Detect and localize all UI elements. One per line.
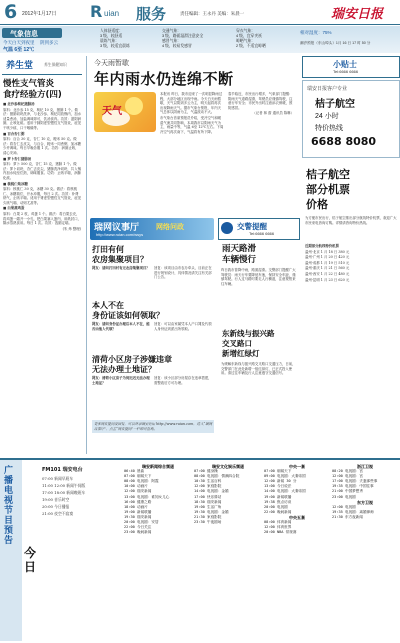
cold-label: 感冒气象： (162, 39, 181, 43)
tv-channel-1 (124, 464, 192, 535)
comfort-label: 人体舒适度： (100, 29, 123, 33)
channel-name: 中央一套 (289, 464, 305, 469)
program-item: 07:00 朝闻天下 (124, 474, 152, 479)
fm-item: 11:00 12:00 新闻午间版 (42, 483, 86, 488)
route-item: 温州-重庆 1 月 21 日 560 元 (305, 266, 350, 271)
notice-phone: Tel:6666 6666 (333, 69, 359, 74)
program-item: 23:30 午夜剧场 (194, 520, 222, 525)
program-item: 16:00 健康之路 (124, 499, 152, 504)
route-list (305, 244, 397, 283)
program-item: 12:00 新闻 30 分 (264, 479, 297, 484)
program-item: 08:00 体育新闻 (264, 520, 292, 525)
program-item: 08:00 电视剧：情满四合院 (194, 474, 240, 479)
health-column (0, 56, 84, 456)
dress-value: 4 级，宜穿夹袄 (236, 34, 262, 38)
tv-section (0, 458, 400, 643)
health-para: 原料：白果 2 枚，鸡蛋 1 个。做法：将白果去壳，将鸡蛋一端开一小孔，把白果塞入蛋内，用纸封口，隔水蒸熟食用。每日 1 次。功效：敛肺定喘。 (3, 212, 81, 226)
health-title: 慢性支气管炎 (3, 79, 55, 89)
main-para: 春节临近，市民出行增多，气象部门提醒：阴雨天气道路湿滑，驾驶员应谨慎驾驶，注意行车安全；市民外出时注意添衣保暖，预防感冒。 (228, 92, 293, 110)
paper-logo: 瑞安日报 (331, 7, 384, 22)
editors: 责任编辑：王永丹 美编：朱晨一 (180, 11, 245, 16)
page-number: 6 (4, 1, 18, 23)
weather-col1 (100, 29, 152, 49)
program-item: 13:00 电视剧：谁知女儿心 (124, 494, 170, 499)
ad-title-1: 桔子航空 (306, 168, 350, 181)
channel-name: 瑞安文化娱乐频道 (212, 464, 244, 469)
health-para: ■ 北沙参枸杞猪肺汤 (3, 102, 35, 106)
program-item: 23:00 电视剧 (332, 494, 356, 499)
traffic-phone: Tel:6666 6666 (249, 231, 275, 236)
airline-hours: 24 小时 (315, 113, 339, 120)
program-item: 19:00 新闻联播 (264, 494, 292, 499)
fm-list (42, 476, 120, 518)
program-item: 12:00 家庭影院 (194, 484, 222, 489)
channel-name: 瑞安新闻综合频道 (142, 464, 174, 469)
tv-side-title: 广播电视节目预告 (4, 466, 14, 546)
health-column-name: 养生堂 (6, 61, 34, 71)
section-r: R (90, 2, 103, 21)
humidity: 相对湿度：75% (300, 30, 332, 35)
qa-a1: 回复：该项目由市农办牵头，目前正在进行规划设计，具体情况请关注有关部门公告。 (154, 266, 212, 280)
issue-date: 2012年1月17日 (22, 11, 57, 17)
main-kicker: 今天雨暂歇 (94, 60, 129, 67)
program-item: 18:30 瑞安新闻 (194, 499, 222, 504)
program-item: 12:00 电视剧 (332, 504, 356, 509)
ad-title-3: 价格 (306, 198, 328, 211)
net-banner-url[interactable]: http://www.ruian.com/wsys (96, 232, 144, 237)
traffic-title-5: 新增红绿灯 (222, 349, 260, 358)
net-banner-tag: 网络问政 (156, 223, 184, 231)
airline-agency: 瑞安日报客户专业 (307, 86, 348, 92)
airline-box (302, 80, 400, 158)
program-item: 17:00 电视剧：夫妻那些事 (332, 479, 378, 484)
airline-hotline[interactable]: 6688 8080 (311, 135, 377, 148)
weather-temp: 气温 6至 12℃ (3, 47, 35, 53)
drying-label: 晾晒气象： (236, 39, 255, 43)
program-item: 18:00 动画片 (124, 504, 148, 509)
program-item: 20:00 电视剧 (264, 504, 288, 509)
traffic-title-4: 交叉路口 (222, 339, 252, 348)
traffic-title-1: 雨天路滑 (222, 244, 257, 254)
airline-name: 桔子航空 (315, 99, 355, 110)
program-item: 13:00 今日说法 (264, 484, 292, 489)
program-item: 22:00 今日关注 (124, 525, 152, 530)
program-item: 21:00 中国梦想秀 (332, 489, 363, 494)
net-banner-title: 瑞网议事厅 (94, 223, 140, 233)
program-item: 08:20 电视剧：宫 (332, 469, 363, 474)
health-para: ■ 核桃仁炖冰糖 (3, 181, 28, 186)
drying-value: 2 级，不适宜晾晒 (236, 44, 266, 48)
traffic-wx-label: 交通气象： (162, 29, 181, 33)
program-item: 19:00 新闻联播 (124, 509, 152, 514)
ad-title-2: 部分机票 (306, 183, 350, 196)
illustration-text: 天气 (102, 106, 122, 117)
program-item: 21:30 家庭影院 (194, 514, 222, 519)
program-item: 23:00 晚间新闻 (124, 530, 152, 535)
qa-title-1: 打田有何 (92, 245, 124, 254)
fm-item: 21:00 夜空不寂寞 (42, 511, 74, 516)
fm-item: 20:00 今日播报 (42, 504, 70, 509)
fm-label: FM101 瑞安电台 (42, 467, 83, 473)
weather-label: 气象信息 (10, 30, 38, 38)
main-title: 年内雨水仍连绵不断 (94, 70, 234, 88)
program-item: 19:35 电视剧：离婚律师 (332, 509, 374, 514)
traffic-body: 昨日我市普降中雨，路面湿滑。交警部门提醒广大驾驶员：雨天行车要降低车速，保持安全车距，谨慎驾驶。行人过马路时要走人行横道，注意观察来往车辆。 (221, 268, 296, 286)
program-item: 07:00 健身操 (194, 469, 218, 474)
weather-col2 (162, 29, 226, 49)
weather-col3 (236, 29, 286, 49)
program-item: 19:30 电视剧：金婚 (194, 509, 229, 514)
tv-today: 今日 (24, 546, 37, 574)
program-item: 14:00 电视剧：大秦帝国 (264, 489, 306, 494)
exercise-value: 3 级，较适宜晨练 (100, 44, 130, 48)
health-para: 原料：百合 30 克，杏仁 10 克，粳米 50 克。做法：将杏仁去皮尖，与百合、粳米一同煮粥，加冰糖少许调味。每日早晚各服 1 次。功效：润肺止咳，清心安神。 (3, 137, 81, 155)
health-title-2: 食疗经验方(四) (3, 90, 62, 100)
net-banner (90, 218, 214, 240)
health-para: 原料：萝卜 500 克，杏仁 15 克，猪肺 1 个。做法：萝卜切块，杏仁去皮尖，猪肺洗净切块，共入锅内加水炖至烂熟，调味服食。功效：止咳平喘，润肺化痰。 (3, 162, 81, 180)
traffic-title-2: 车辆慢行 (222, 255, 257, 265)
masthead (0, 0, 400, 25)
health-para: 原料：北沙参 15 克，枸杞 10 克，猪肺 1 个。做法：猪肺切块洗净，与北沙参、枸杞同放锅内，加水适量煮汤，加盐调味即可，饮汤食肉。功效：滋阴润肺，止咳化痰。适用于肺阴虚型慢性支气管炎，症见干咳少痰、口干咽燥等。 (3, 107, 81, 130)
channel-name: 中央五套 (289, 514, 305, 520)
health-para: ■ 白果蒸鸡蛋 (3, 206, 25, 211)
program-item: 19:35 电视剧：中国往事 (332, 484, 374, 489)
main-story (90, 56, 296, 216)
tv-channel-4 (332, 464, 398, 520)
program-item: 06:40 晨曲 (124, 469, 145, 474)
main-body-b (228, 92, 294, 117)
fm-item: 17:00 18:00 新闻晚班车 (42, 490, 86, 495)
tv-channel-3 (264, 464, 330, 535)
fm-item: 07:00 新闻早班车 (42, 476, 74, 481)
health-para: ■ 萝卜杏仁猪肺汤 (3, 156, 32, 161)
program-item: 10:00 动画片 (124, 484, 148, 489)
traffic-wx-value: 3 级，路面湿滑注意安全 (162, 34, 204, 38)
weather-today-title: 今天白天到夜里 (3, 40, 35, 45)
program-item: 19:00 生活广角 (194, 504, 222, 509)
column-divider (86, 56, 87, 454)
channel-name: 浙江卫视 (357, 464, 373, 469)
program-item: 22:00 晚间新闻 (264, 509, 292, 514)
ad-body: 为方便市民出行，桔子航空推出部分航线特价机票，欢迎广大市民来电咨询订购。详情请咨询特价热线。 (305, 216, 397, 225)
program-item: 20:00 电视剧：安居 (124, 520, 159, 525)
health-para: ■ 百合杏仁粥 (3, 131, 25, 136)
program-item: 19:38 焦点访谈 (264, 499, 292, 504)
qa-footer: 更多网友提问及回复，可以登录瑞安论坛 http://www.ruian.com，进入“瑞网议事厅”，点击“网友提问”一栏即可查询。 (92, 420, 214, 433)
fm-item: 19:00 音乐时空 (42, 497, 70, 502)
qa-title-4: 身份证该如何领取？ (92, 311, 164, 320)
program-item: 14:00 电视剧：金婚 (194, 489, 229, 494)
program-item: 12:00 瑞安新闻 (124, 489, 152, 494)
weather-illustration (94, 92, 156, 132)
health-body (3, 102, 81, 232)
main-para: 市气象台首席预报员介绍，受冷空气和暖湿气流共同影响，本周我市以阴雨天气为主，雨量中等，气温 6至 12℃左右。下周冷空气再次南下，气温将有所下降。 (160, 115, 224, 134)
program-item: 07:00 朝闻天下 (264, 469, 292, 474)
traffic-header (218, 218, 300, 240)
tv-channel-2 (194, 464, 262, 525)
health-para: 原料：核桃仁 30 克，冰糖 30 克。做法：将核桃仁、冰糖捣烂，开水冲服，每日 2 次。功效：补肾纳气，止咳平喘。适用于肾虚型慢性支气管炎，症见久咳气喘、动则尤甚等。 (3, 187, 81, 205)
comfort-value: 3 级，较舒适 (100, 34, 123, 38)
main-body-a (160, 92, 224, 135)
route-item: 温州-广州 1 月 20 日 420 元 (305, 255, 350, 260)
weather-today-desc: 阴到多云 (40, 40, 58, 45)
tide-forecast: 潮汐预报（东山埠头）1月 16 日 17 时 50 分 (300, 41, 371, 45)
route-item: 温州-昆明 1 月 23 日 620 元 (305, 277, 350, 282)
section-title: 服务 (136, 5, 167, 23)
notice-label: 小贴士 (333, 60, 357, 69)
program-item: 09:00 电视剧：大秦帝国 (264, 474, 306, 479)
route-item: 温州-北京 1 月 18 日 380 元 (305, 249, 350, 254)
traffic-box (218, 218, 298, 454)
program-item: 17:00 快乐驿站 (194, 494, 222, 499)
program-item: 21:30 东方夜新闻 (332, 514, 363, 519)
qa-a3: 回复：该小区部分房屋存在违章搭建，需整改后方可办理。 (154, 376, 212, 385)
program-item: 19:30 瑞安新闻 (124, 514, 152, 519)
police-icon (221, 222, 233, 234)
qa-q1: 网友：请问打田村有无农房集聚项目？ (92, 266, 150, 270)
qa-q3: 网友：清荷小区房子为何迟迟无法办理土地证？ (92, 376, 150, 385)
qa-title-5: 清荷小区房子涉嫌违章 (92, 355, 172, 364)
program-item: 12:00 体育世界 (264, 525, 292, 530)
dress-label: 穿衣气象： (236, 29, 255, 33)
tv-side-bar (0, 460, 22, 641)
health-header (2, 56, 82, 75)
qa-q2: 网友：请问身份证办理后本人不在，能否由他人代领？ (92, 322, 150, 331)
route-list-title: 近期部分航线特价机票 (305, 244, 339, 248)
weather-label-box (2, 28, 62, 38)
health-column-sub: 养生保健知识 (44, 63, 67, 67)
notice-header (302, 56, 400, 78)
exercise-label: 晨练气象： (100, 39, 119, 43)
main-para: 本报讯 昨日，我市迎来了一次明显降雨过程，大部分地区出现中雨。今天白天雨暂歇，天气以阴到多云为主，明天起将再次出现降雨天气。据市气象台预报，年内天气总体以阴雨为主，气温波动不大。 (160, 92, 223, 115)
section-uian: uian (104, 9, 120, 18)
traffic-body-2: 为缓解东新线与振兴路交叉路口交通压力，日前，交警部门在此处新增一组红绿灯，已正式投入使用。请过往车辆及行人注意遵守交通信号。 (221, 362, 296, 376)
traffic-title-3: 东新线与振兴路 (222, 329, 275, 338)
program-item: 20:00 NBA 常规赛 (264, 530, 297, 535)
program-item: 10:30 生活百科 (194, 479, 222, 484)
route-item: 温州-西安 1 月 22 日 480 元 (305, 271, 350, 276)
traffic-label: 交警提醒 (237, 222, 267, 231)
qa-section (90, 242, 214, 454)
route-item: 温州-成都 1 月 19 日 510 元 (305, 260, 350, 265)
qa-title-2: 农房集聚项目？ (92, 255, 148, 264)
cold-value: 4 级，较易发感冒 (162, 44, 192, 48)
right-column (302, 56, 400, 456)
program-item: 12:00 电视剧：宫 (332, 474, 363, 479)
weather-strip (0, 26, 400, 53)
main-para: （记者 林 蔚 通讯员 陈琳） (252, 111, 294, 116)
health-para: (朱 炜 整理) (62, 226, 81, 231)
fm-box (40, 464, 122, 638)
program-item: 08:00 电视剧：阿霞 (124, 479, 159, 484)
qa-a2: 回复：可以由家属凭本人户口簿及代领人身份证到派出所领取。 (154, 322, 212, 331)
channel-name: 东方卫视 (357, 499, 373, 505)
qa-title-3: 本人不在 (92, 301, 124, 310)
qa-title-6: 无法办理土地证？ (92, 365, 156, 374)
airline-hotline-label: 特价热线 (315, 125, 343, 132)
